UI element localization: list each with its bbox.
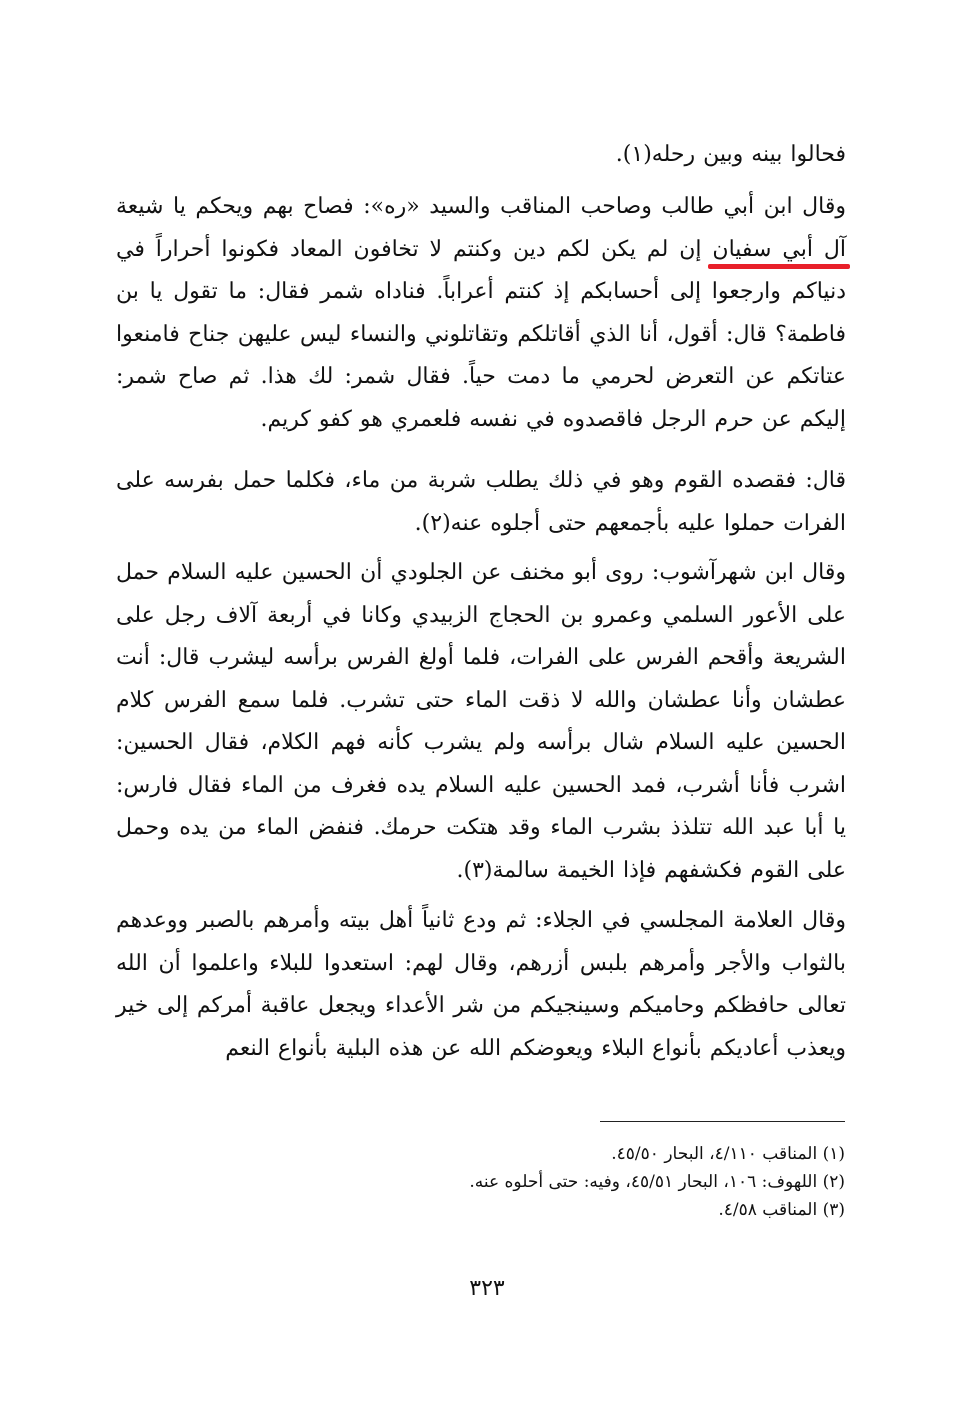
footnotes	[300, 1140, 845, 1224]
paragraph-euphrates	[116, 460, 846, 545]
footnote-divider	[600, 1121, 845, 1122]
paragraph-opening-line	[116, 134, 846, 177]
footnote-3: (٣) المناقب ٤/٥٨.	[718, 1200, 845, 1220]
paragraph-ibn-shahrashub	[116, 552, 846, 892]
paragraph-majlisi	[116, 900, 846, 1070]
paragraph-text-before: وقال ابن أبي طالب وصاحب المناقب والسيد «ره»: فصاح بهم ويحكم يا شيعة	[116, 194, 846, 219]
paragraph-text: وقال ابن شهرآشوب: روى أبو مخنف عن الجلودي أن الحسين عليه السلام حمل على الأعور السلمي وعمرو بن الحجاج الزبيدي وكانا في أربعة آلاف رجل على الشريعة وأقحم الفرس على الفرات، فلما أولغ الفرس برأسه ليشرب قال: أنت عطشان وأنا عطشان والله لا ذقت الماء حتى تشرب. فلما سمع الفرس كلام الحسين عليه السلام شال برأسه ولم يشرب كأنه فهم الكلام، فقال الحسين: اشرب فأنا أشرب، فمد الحسين عليه السلام يده فغرف من الماء فقال فارس: يا أبا عبد الله تتلذذ بشرب الماء وقد هتكت حرمك. فنفض الماء من يده وحمل على القوم فكشفهم فإذا الخيمة سالمة(٣).	[116, 560, 846, 883]
paragraph-text	[116, 186, 846, 441]
highlighted-phrase: آل أبي سفيان	[712, 236, 846, 262]
footnote-2: (٢) اللهوف: ١٠٦، البحار ٤٥/٥١، وفيه: حتى أحلوه عنه.	[469, 1172, 845, 1192]
paragraph-text: فحالوا بينه وبين رحله(١).	[615, 142, 846, 167]
paragraph-ibn-abi-talib	[116, 186, 846, 441]
page-number: ٣٢٣	[469, 1276, 505, 1301]
paragraph-text: قال: فقصده القوم وهو في ذلك يطلب شربة من ماء، فكلما حمل بفرسه على الفرات حملوا عليه بأجمعهم حتى أجلوه عنه(٢).	[116, 468, 846, 536]
footnote-1: (١) المناقب ٤/١١٠، البحار ٤٥/٥٠.	[611, 1144, 845, 1164]
paragraph-text: وقال العلامة المجلسي في الجلاء: ثم ودع ثانياً أهل بيته وأمرهم بالصبر ووعدهم بالثواب والأجر وأمرهم بلبس أزرهم، وقال لهم: استعدوا للبلاء واعلموا أن الله تعالى حافظكم وحاميكم وسينجيكم من شر الأعداء ويجعل عاقبة أمركم إلى خير ويعذب أعاديكم بأنواع البلاء ويعوضكم الله عن هذه البلية بأنواع النعم	[116, 908, 846, 1061]
paragraph-text-after: إن لم يكن لكم دين وكنتم لا تخافون المعاد فكونوا أحراراً في دنياكم وارجعوا إلى أحسابكم إذ كنتم أعراباً. فناداه شمر فقال: ما تقول يا بن فاطمة؟ قال: أقول، أنا الذي أقاتلكم وتقاتلوني والنساء ليس عليهن جناح فامنعوا عتاتكم عن التعرض لحرمي ما دمت حياً. فقال شمر: لك هذا. ثم صاح شمر: إليكم عن حرم الرجل فاقصدوه في نفسه فلعمري هو كفو كريم.	[116, 236, 846, 432]
